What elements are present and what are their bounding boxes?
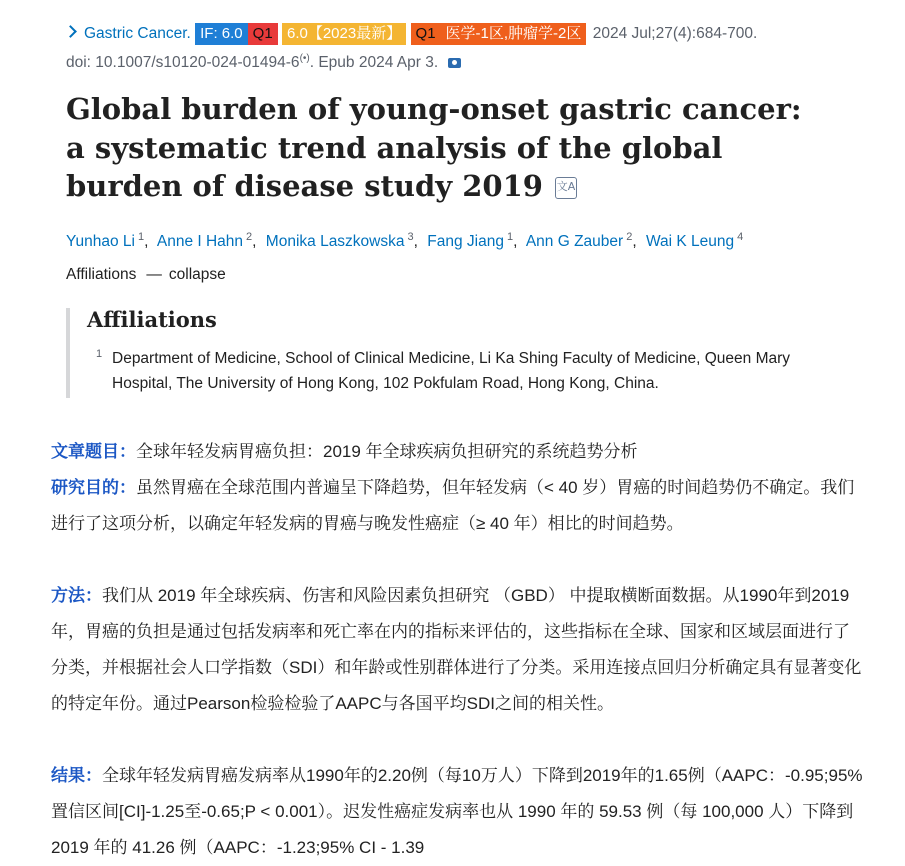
doi-line bbox=[66, 48, 461, 74]
results-label: 结果： bbox=[51, 766, 102, 785]
affiliations-heading: Affiliations bbox=[87, 307, 217, 332]
collapse-dash: — bbox=[146, 266, 162, 283]
translated-title-label: 文章题目： bbox=[51, 442, 136, 461]
affiliation-number: 1 bbox=[96, 348, 103, 360]
translated-results-para bbox=[51, 758, 866, 866]
camera-icon[interactable] bbox=[448, 58, 461, 68]
cas-zone-badge: 医学-1区,肿瘤学-2区 bbox=[441, 23, 587, 45]
author-link[interactable]: Yunhao Li bbox=[66, 233, 135, 251]
author-link[interactable]: Anne I Hahn bbox=[156, 233, 244, 251]
quartile-badge: Q1 bbox=[248, 23, 278, 45]
author-link[interactable]: Monika Laszkowska bbox=[265, 233, 405, 251]
translated-aim-para bbox=[51, 470, 866, 542]
author-item: Yunhao Li $^1$ bbox=[66, 231, 145, 251]
author-link[interactable]: Wai K Leung bbox=[645, 233, 735, 251]
methods-text: 我们从 2019 年全球疾病、伤害和风险因素负担研究 （GBD） 中提取横断面数据。从1990年到2019年，胃癌的负担是通过包括发病率和死亡率在内的指标来评估的，这些指标在全球、国家和区域层面进行了分类，并根据社会人口学指数（SDI）和年龄或性别群体进行了分类。采用连接点回归分析确定具有显著变化的特定年份。通过Pearson检验检验了AAPC与各国平均SDI之间的相关性。 bbox=[51, 586, 862, 713]
author-link[interactable]: Fang Jiang bbox=[427, 233, 504, 251]
epub-text: . Epub 2024 Apr 3. bbox=[309, 54, 439, 72]
translated-title-para bbox=[51, 434, 866, 470]
affiliations-toggle-label: Affiliations bbox=[66, 266, 137, 283]
chevron-right-icon bbox=[64, 25, 77, 38]
translated-title-text: 全球年轻发病胃癌负担：2019 年全球疾病负担研究的系统趋势分析 bbox=[136, 442, 638, 461]
author-item: Monika Laszkowska $^3$ bbox=[265, 231, 414, 251]
author-item: Wai K Leung $^4$ bbox=[645, 231, 744, 251]
translated-methods-para bbox=[51, 578, 866, 722]
author-item: Fang Jiang $^1$ bbox=[427, 231, 514, 251]
author-item: Ann G Zauber $^2$ bbox=[525, 231, 633, 251]
impact-factor-badge: IF: 6.0 bbox=[195, 23, 248, 45]
author-list: Yunhao Li $^1$, Anne I Hahn $^2$, Monika Laszkowska $^3$, Fang Jiang $^1$, Ann G Zauber $^2$, Wai K Leung $^4$ bbox=[66, 231, 744, 251]
doi-text: doi: 10.1007/s10120-024-01494-6 bbox=[66, 54, 300, 72]
journal-citation-line bbox=[66, 23, 896, 45]
methods-label: 方法： bbox=[51, 586, 102, 605]
impact-factor-2023-badge: 6.0【2023最新】 bbox=[282, 23, 406, 45]
results-text: 全球年轻发病胃癌发病率从1990年的2.20例（每10万人）下降到2019年的1.65例（AAPC：-0.95;95%置信区间[CI]-1.25至-0.65;P < 0.001）。迟发性癌症发病率也从 1990 年的 59.53 例（每 100,000 人）下降到 2019 年的 41.26 例（AAPC：-1.23;95% CI - 1.39 bbox=[51, 766, 863, 857]
aim-label: 研究目的： bbox=[51, 478, 136, 497]
affiliations-panel bbox=[66, 308, 800, 398]
journal-link[interactable]: Gastric Cancer. bbox=[66, 25, 191, 42]
author-link[interactable]: Ann G Zauber bbox=[525, 233, 624, 251]
author-item: Anne I Hahn $^2$ bbox=[156, 231, 253, 251]
collapse-button[interactable]: collapse bbox=[168, 266, 226, 283]
affiliation-text: Department of Medicine, School of Clinical Medicine, Li Ka Shing Faculty of Medicine, Queen Mary Hospital, The University of Hong Kong, 102 Pokfulam Road, Hong Kong, China. bbox=[112, 350, 791, 392]
free-pmc-icon: (•) bbox=[299, 53, 310, 64]
translate-icon[interactable]: 文A bbox=[555, 177, 577, 199]
publication-date: 2024 Jul;27(4):684-700. bbox=[592, 25, 758, 42]
article-title: Global burden of young-onset gastric cancer: a systematic trend analysis of the global burden of disease study 2019 文A bbox=[66, 92, 802, 203]
affiliations-toggle[interactable] bbox=[66, 264, 226, 286]
quartile-badge-2: Q1 bbox=[411, 23, 441, 45]
aim-text: 虽然胃癌在全球范围内普遍呈下降趋势，但年轻发病（< 40 岁）胃癌的时间趋势仍不确定。我们进行了这项分析，以确定年轻发病的胃癌与晚发性癌症（≥ 40 年）相比的时间趋势。 bbox=[51, 478, 855, 533]
